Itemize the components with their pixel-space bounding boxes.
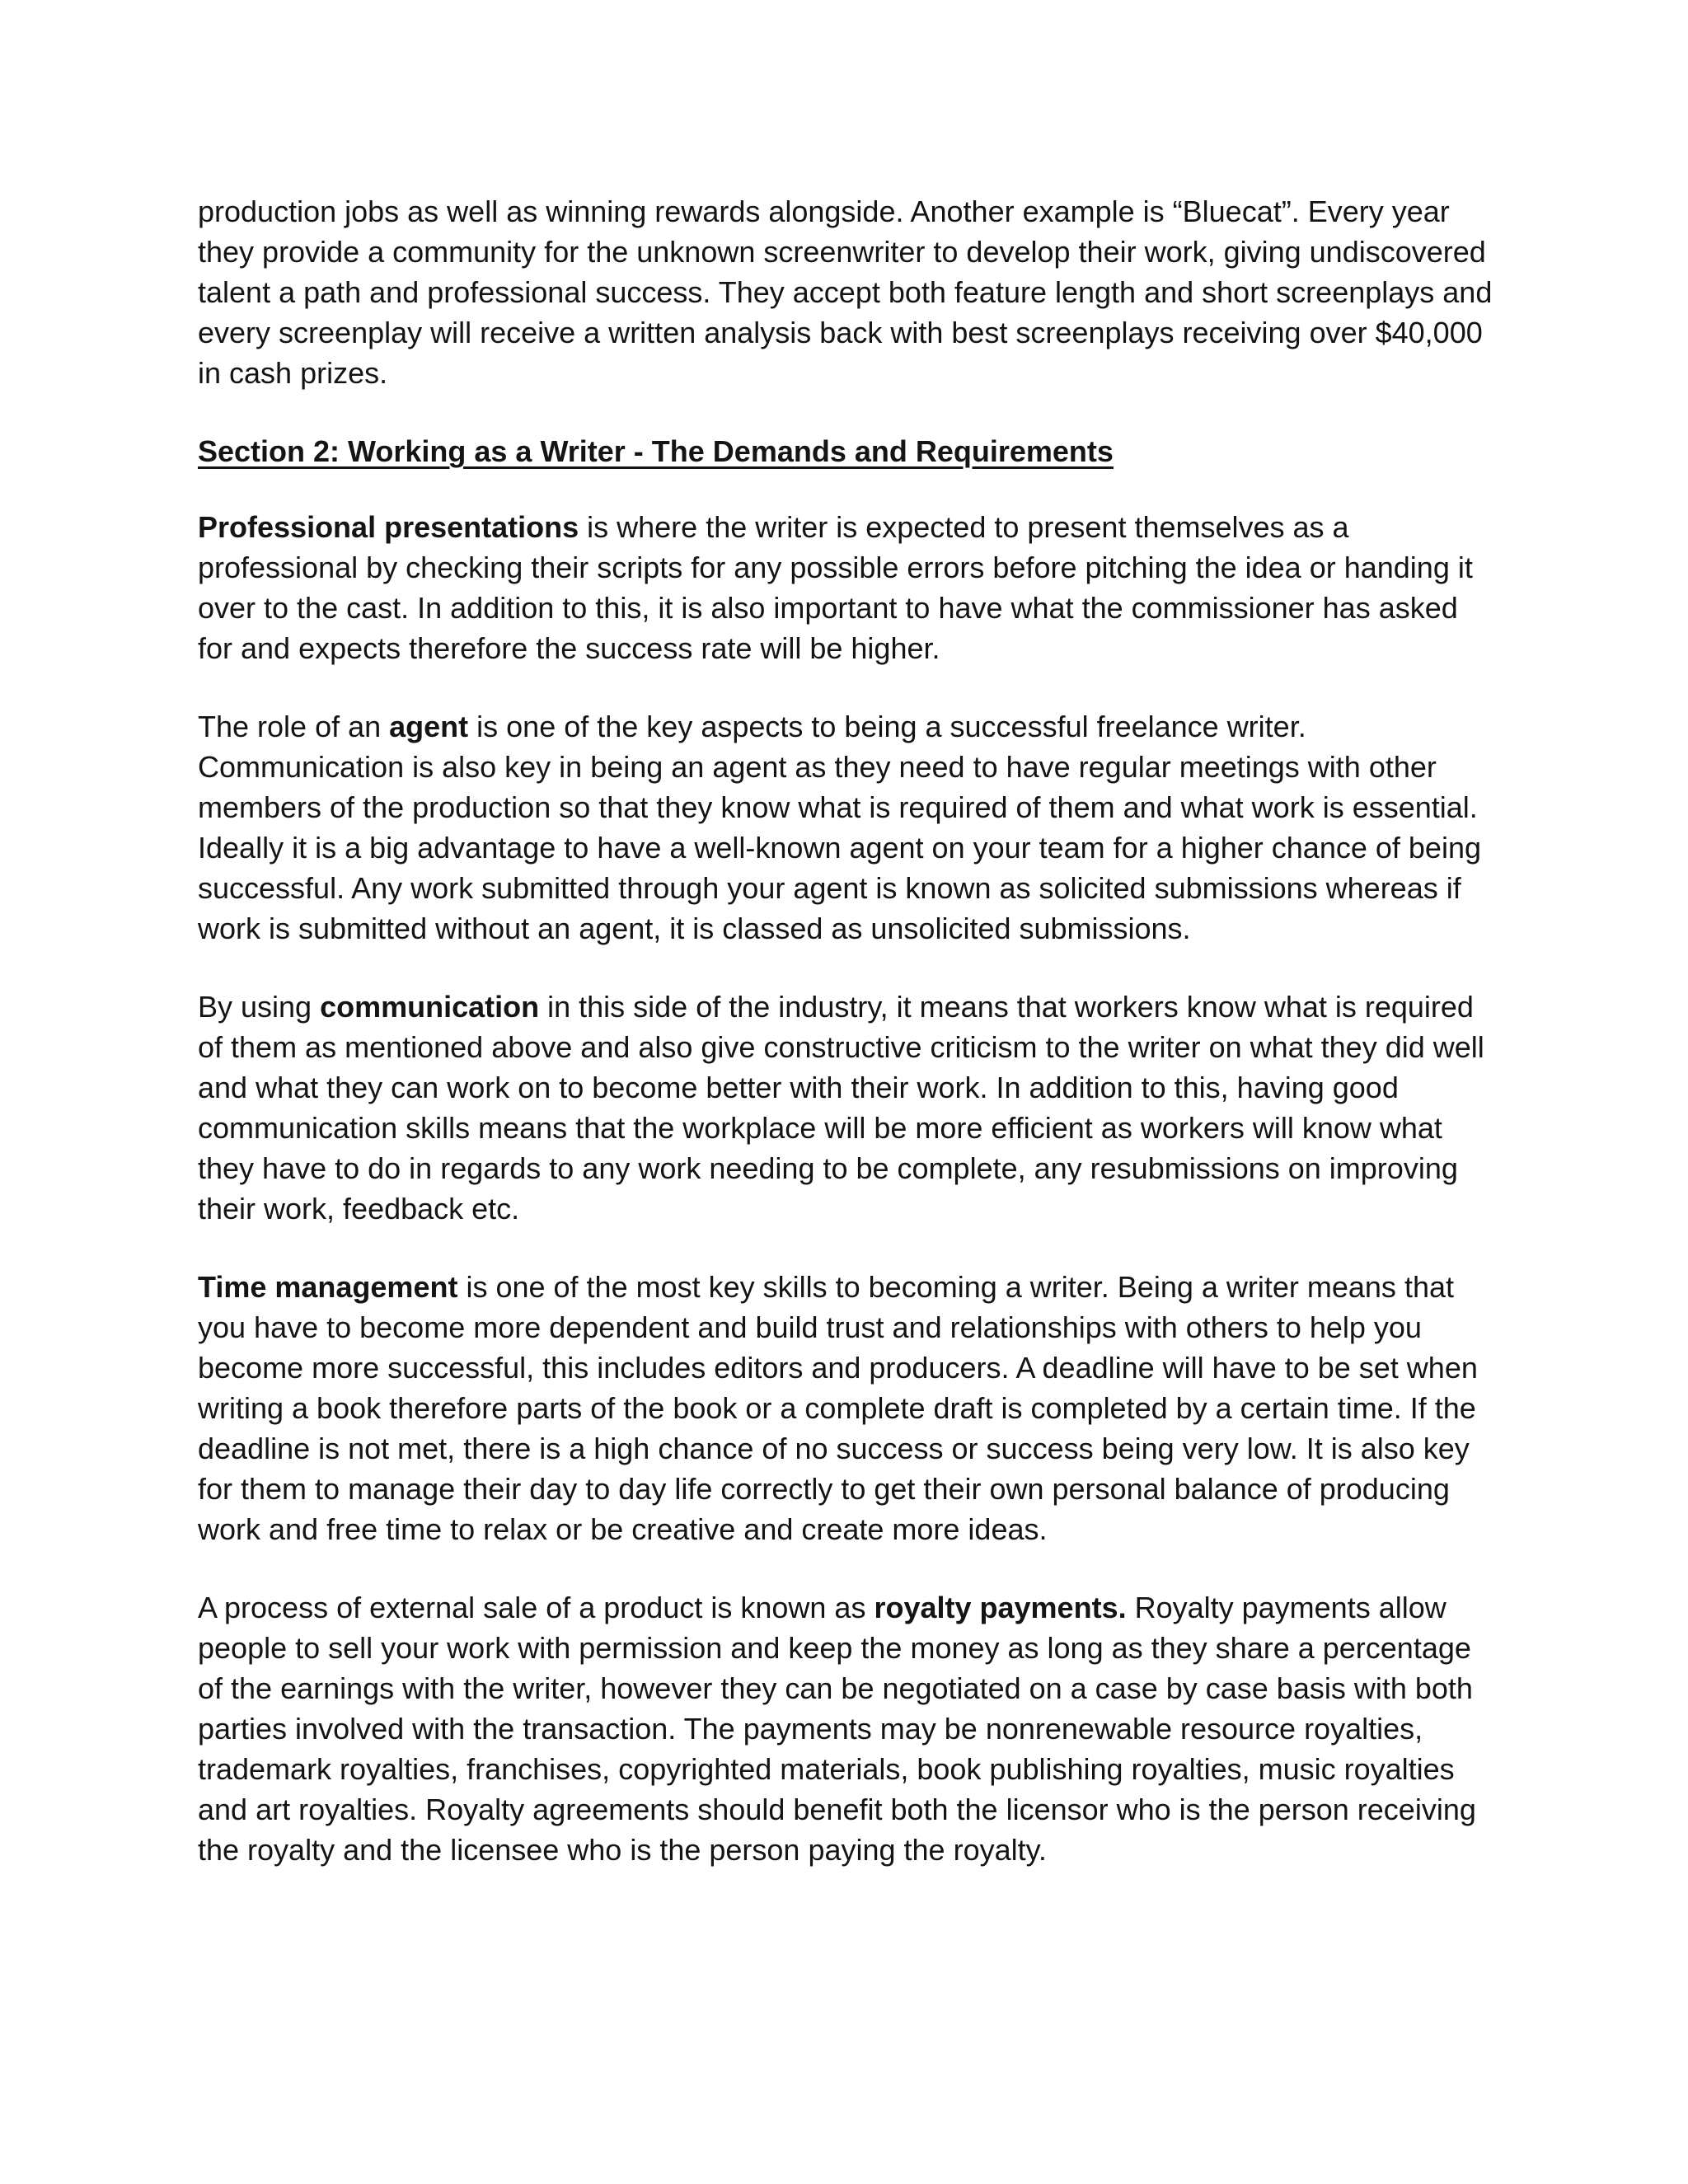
royalty-term: royalty payments. [874, 1591, 1127, 1624]
presentations-text: is where the writer is expected to present themselves as a professional by checking their scripts for any possible errors before pitching the idea or handing it over to the cast. In addition to this, it is also important to have what the commissioner has asked for and expects therefore the success rate will be higher. [198, 510, 1473, 665]
communication-term: communication [320, 990, 540, 1024]
communication-lead: By using [198, 990, 321, 1024]
agent-term: agent [389, 710, 469, 743]
communication-paragraph [198, 987, 1500, 1229]
agent-text: is one of the key aspects to being a successful freelance writer. Communication is also key in being an agent as they need to have regular meetings with other members of the production so that they know what is required of them and what work is essential. Ideally it is a big advantage to have a well-known agent on your team for a higher chance of being successful. Any work submitted through your agent is known as solicited submissions whereas if work is submitted without an agent, it is classed as unsolicited submissions. [198, 710, 1481, 945]
agent-lead: The role of an [198, 710, 390, 743]
intro-paragraph [198, 191, 1500, 393]
presentations-paragraph [198, 507, 1500, 668]
time-management-paragraph [198, 1267, 1500, 1549]
communication-text: in this side of the industry, it means that workers know what is required of them as mentioned above and also give constructive criticism to the writer on what they did well and what they can work on to become better with their work. In addition to this, having good communication skills means that the workplace will be more efficient as workers will know what they have to do in regards to any work needing to be complete, any resubmissions on improving their work, feedback etc. [198, 990, 1484, 1226]
agent-paragraph [198, 706, 1500, 949]
section-heading [198, 431, 1500, 471]
time-management-text: is one of the most key skills to becoming a writer. Being a writer means that you have to become more dependent and build trust and relationships with others to help you become more successful, this includes editors and producers. A deadline will have to be set when writing a book therefore parts of the book or a complete draft is completed by a certain time. If the deadline is not met, there is a high chance of no success or success being very low. It is also key for them to manage their day to day life correctly to get their own personal balance of producing work and free time to relax or be creative and create more ideas. [198, 1270, 1478, 1546]
section-heading-text: Section 2: Working as a Writer - The Demands and Requirements [198, 434, 1114, 468]
royalty-paragraph [198, 1587, 1500, 1870]
intro-text: production jobs as well as winning rewards alongside. Another example is “Bluecat”. Every year they provide a community for the unknown screenwriter to develop their work, giving undiscovered talent a path and professional success. They accept both feature length and short screenplays and every screenplay will receive a written analysis back with best screenplays receiving over $40,000 in cash prizes. [198, 194, 1493, 390]
presentations-term: Professional presentations [198, 510, 579, 544]
royalty-lead: A process of external sale of a product is known as [198, 1591, 874, 1624]
royalty-text: Royalty payments allow people to sell your work with permission and keep the money as long as they share a percentage of the earnings with the writer, however they can be negotiated on a case by case basis with both parties involved with the transaction. The payments may be nonrenewable resource royalties, trademark royalties, franchises, copyrighted materials, book publishing royalties, music royalties and art royalties. Royalty agreements should benefit both the licensor who is the person receiving the royalty and the licensee who is the person paying the royalty. [198, 1591, 1476, 1867]
time-management-term: Time management [198, 1270, 458, 1304]
document-page [198, 191, 1500, 1908]
